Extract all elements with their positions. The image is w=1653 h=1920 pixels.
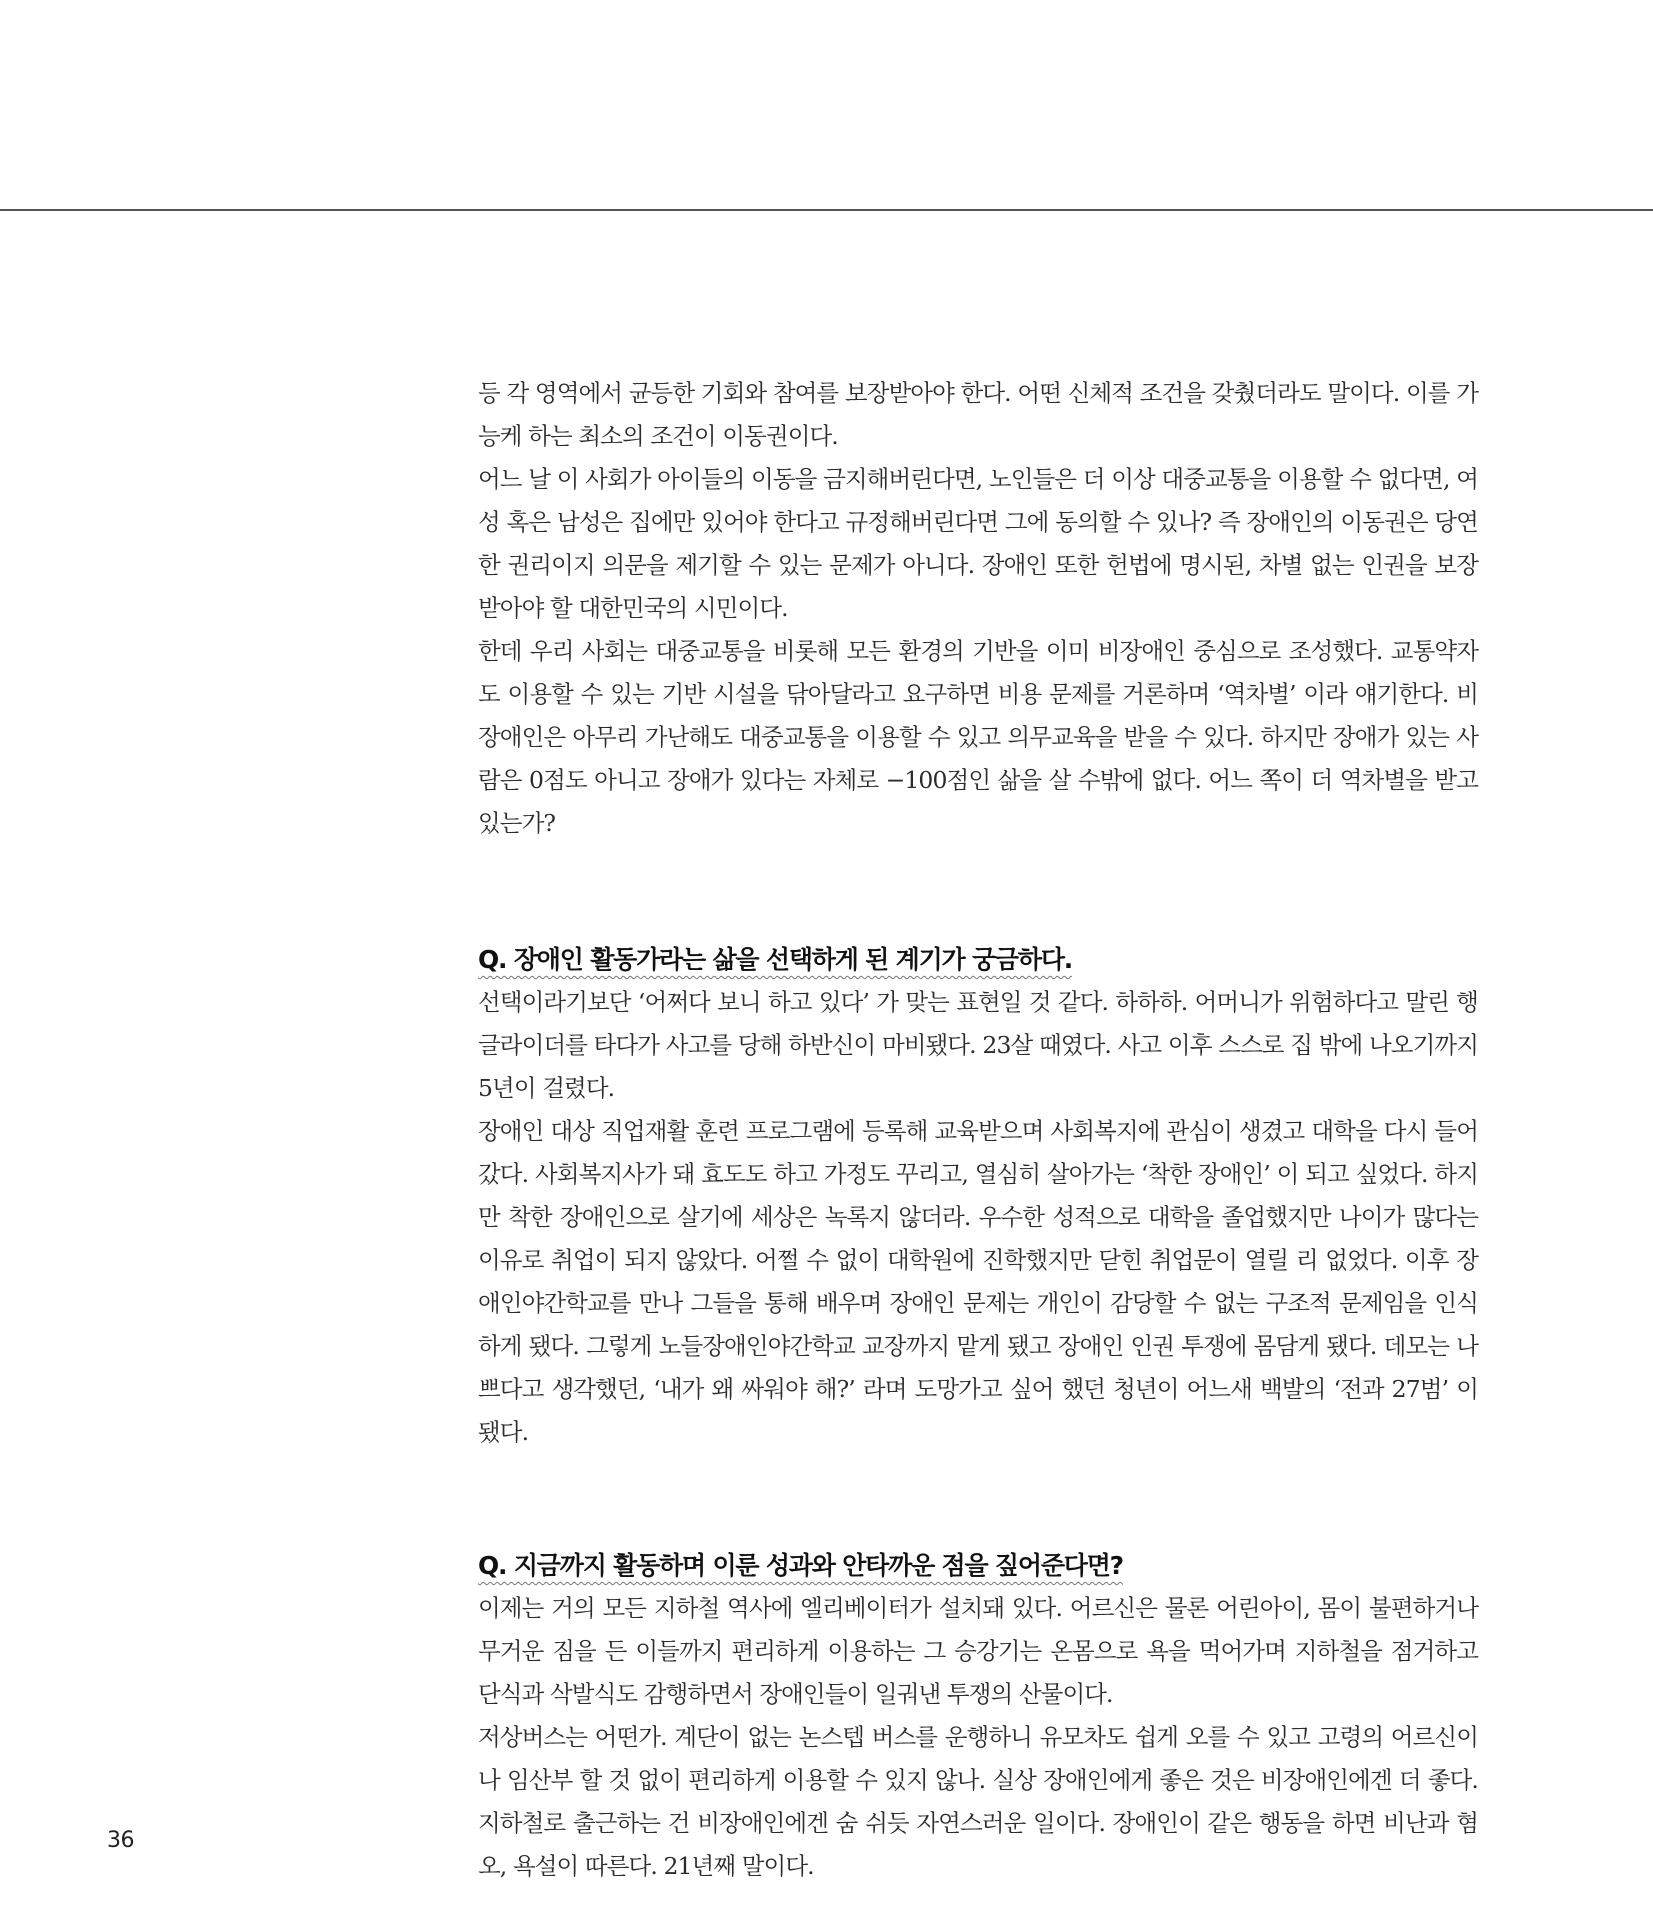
- page-number: 36: [107, 1828, 134, 1853]
- answer-paragraph: 저상버스는 어떤가. 계단이 없는 논스텝 버스를 운행하니 유모차도 쉽게 오를 수 있고 고령의 어르신이나 임산부 할 것 없이 편리하게 이용할 수 있지 않나. 실상 장애인에게 좋은 것은 비장애인에겐 더 좋다. 지하철로 출근하는 건 비장애인에겐 숨 쉬듯 자연스러운 일이다. 장애인이 같은 행동을 하면 비난과 혐오, 욕설이 따른다. 21년째 말이다.: [478, 1723, 1478, 1880]
- question-heading: Q. 장애인 활동가라는 삶을 선택하게 된 계기가 궁금하다.: [478, 945, 1073, 974]
- paragraph: 등 각 영역에서 균등한 기회와 참여를 보장받아야 한다. 어떤 신체적 조건을 갖췄더라도 말이다. 이를 가능케 하는 최소의 조건이 이동권이다.: [478, 379, 1478, 450]
- question-heading: Q. 지금까지 활동하며 이룬 성과와 안타까운 점을 짚어준다면?: [478, 1551, 1123, 1580]
- answer-paragraph: 이제는 거의 모든 지하철 역사에 엘리베이터가 설치돼 있다. 어르신은 물론 어린아이, 몸이 불편하거나 무거운 짐을 든 이들까지 편리하게 이용하는 그 승강기는 온몸으로 욕을 먹어가며 지하철을 점거하고 단식과 삭발식도 감행하면서 장애인들이 일궈낸 투쟁의 산물이다.: [478, 1594, 1478, 1708]
- article-body: [478, 372, 1478, 1888]
- paragraph: 한데 우리 사회는 대중교통을 비롯해 모든 환경의 기반을 이미 비장애인 중심으로 조성했다. 교통약자도 이용할 수 있는 기반 시설을 닦아달라고 요구하면 비용 문제를 거론하며 ‘역차별’ 이라 얘기한다. 비장애인은 아무리 가난해도 대중교통을 이용할 수 있고 의무교육을 받을 수 있다. 하지만 장애가 있는 사람은 0점도 아니고 장애가 있다는 자체로 −100점인 삶을 살 수밖에 없다. 어느 쪽이 더 역차별을 받고 있는가?: [478, 637, 1478, 837]
- top-divider-line: [0, 209, 1653, 211]
- qa-section-1: [478, 938, 1478, 1454]
- intro-block: [478, 372, 1478, 845]
- paragraph: 어느 날 이 사회가 아이들의 이동을 금지해버린다면, 노인들은 더 이상 대중교통을 이용할 수 없다면, 여성 혹은 남성은 집에만 있어야 한다고 규정해버린다면 그에 동의할 수 있나? 즉 장애인의 이동권은 당연한 권리이지 의문을 제기할 수 있는 문제가 아니다. 장애인 또한 헌법에 명시된, 차별 없는 인권을 보장받아야 할 대한민국의 시민이다.: [478, 465, 1478, 622]
- section-spacer: [478, 845, 1478, 938]
- section-spacer: [478, 1454, 1478, 1544]
- answer-paragraph: 장애인 대상 직업재활 훈련 프로그램에 등록해 교육받으며 사회복지에 관심이 생겼고 대학을 다시 들어갔다. 사회복지사가 돼 효도도 하고 가정도 꾸리고, 열심히 살아가는 ‘착한 장애인’ 이 되고 싶었다. 하지만 착한 장애인으로 살기에 세상은 녹록지 않더라. 우수한 성적으로 대학을 졸업했지만 나이가 많다는 이유로 취업이 되지 않았다. 어쩔 수 없이 대학원에 진학했지만 닫힌 취업문이 열릴 리 없었다. 이후 장애인야간학교를 만나 그들을 통해 배우며 장애인 문제는 개인이 감당할 수 없는 구조적 문제임을 인식하게 됐다. 그렇게 노들장애인야간학교 교장까지 맡게 됐고 장애인 인권 투쟁에 몸담게 됐다. 데모는 나쁘다고 생각했던, ‘내가 왜 싸워야 해?’ 라며 도망가고 싶어 했던 청년이 어느새 백발의 ‘전과 27범’ 이 됐다.: [478, 1117, 1478, 1446]
- answer-paragraph: 선택이라기보단 ‘어쩌다 보니 하고 있다’ 가 맞는 표현일 것 같다. 하하하. 어머니가 위험하다고 말린 행글라이더를 타다가 사고를 당해 하반신이 마비됐다. 23살 때였다. 사고 이후 스스로 집 밖에 나오기까지 5년이 걸렸다.: [478, 988, 1478, 1102]
- qa-section-2: [478, 1544, 1478, 1888]
